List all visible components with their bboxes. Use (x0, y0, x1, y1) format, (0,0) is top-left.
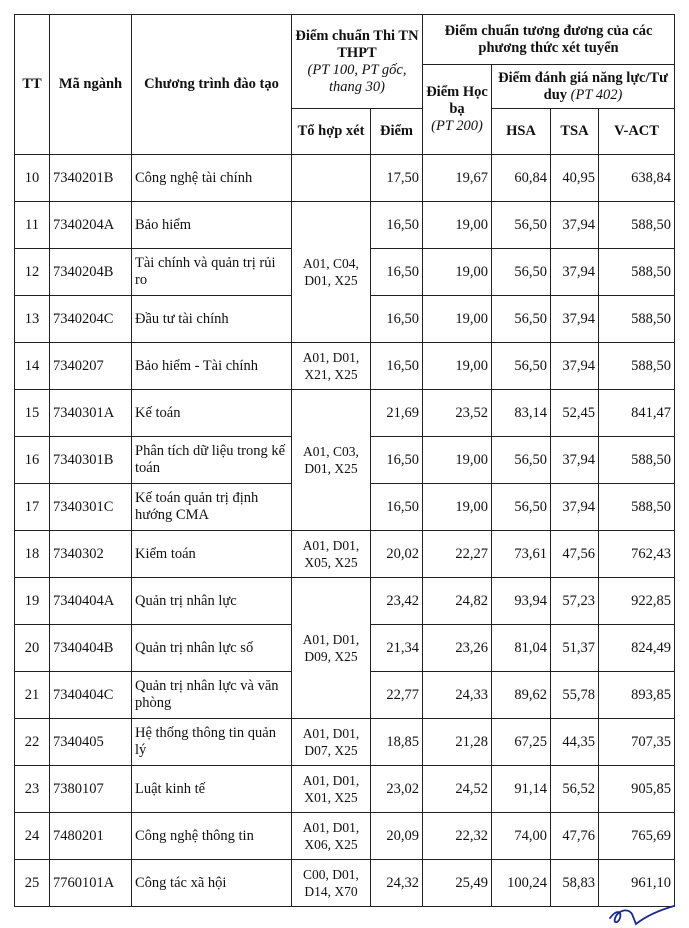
cell-tt: 18 (15, 531, 50, 578)
table-row (15, 719, 675, 766)
cell-tt: 25 (15, 860, 50, 907)
cell-code: 7480201 (50, 813, 132, 860)
cell-program: Phân tích dữ liệu trong kế toán (132, 437, 292, 484)
cell-score: 24,32 (371, 860, 423, 907)
cell-score: 23,42 (371, 578, 423, 625)
cell-score: 21,34 (371, 625, 423, 672)
cell-score: 23,02 (371, 766, 423, 813)
cell-vact: 588,50 (599, 437, 675, 484)
cell-vact: 922,85 (599, 578, 675, 625)
cell-hocba: 19,00 (423, 437, 492, 484)
cell-code: 7380107 (50, 766, 132, 813)
header-hsa: HSA (492, 109, 551, 155)
cell-tsa: 47,76 (551, 813, 599, 860)
cell-program: Tài chính và quản trị rủi ro (132, 249, 292, 296)
cell-tt: 15 (15, 390, 50, 437)
cell-program: Quản trị nhân lực số (132, 625, 292, 672)
cell-score: 20,02 (371, 531, 423, 578)
cell-combo: A01, D01, D07, X25 (292, 719, 371, 766)
cell-tt: 12 (15, 249, 50, 296)
cell-hsa: 60,84 (492, 155, 551, 202)
cell-score: 21,69 (371, 390, 423, 437)
cell-tt: 16 (15, 437, 50, 484)
cell-tsa: 57,23 (551, 578, 599, 625)
cell-combo: A01, D01, X21, X25 (292, 343, 371, 390)
cell-tt: 14 (15, 343, 50, 390)
header-ma-nganh: Mã ngành (50, 15, 132, 155)
table-row (15, 531, 675, 578)
cell-score: 16,50 (371, 249, 423, 296)
header-tsa: TSA (551, 109, 599, 155)
cell-hocba: 19,00 (423, 484, 492, 531)
cell-tsa: 37,94 (551, 296, 599, 343)
cell-score: 16,50 (371, 296, 423, 343)
cell-vact: 707,35 (599, 719, 675, 766)
header-tuong-duong: Điểm chuẩn tương đương của các phương thức xét tuyển (423, 15, 675, 65)
cell-vact: 961,10 (599, 860, 675, 907)
cell-code: 7760101A (50, 860, 132, 907)
cell-hsa: 56,50 (492, 202, 551, 249)
cell-vact: 824,49 (599, 625, 675, 672)
cell-code: 7340301A (50, 390, 132, 437)
cell-tsa: 40,95 (551, 155, 599, 202)
cell-code: 7340204A (50, 202, 132, 249)
cell-tt: 11 (15, 202, 50, 249)
table-row (15, 390, 675, 437)
cell-program: Bảo hiểm (132, 202, 292, 249)
cell-vact: 638,84 (599, 155, 675, 202)
header-diem: Điểm (371, 109, 423, 155)
cell-hsa: 74,00 (492, 813, 551, 860)
cell-hocba: 23,26 (423, 625, 492, 672)
cell-hsa: 67,25 (492, 719, 551, 766)
cell-hocba: 19,00 (423, 343, 492, 390)
header-danh-gia-note: (PT 402) (570, 86, 623, 103)
cell-score: 20,09 (371, 813, 423, 860)
cell-tsa: 44,35 (551, 719, 599, 766)
cell-hocba: 19,00 (423, 249, 492, 296)
cell-code: 7340404C (50, 672, 132, 719)
cell-hocba: 19,67 (423, 155, 492, 202)
cell-code: 7340301C (50, 484, 132, 531)
cell-tsa: 37,94 (551, 437, 599, 484)
cell-hocba: 23,52 (423, 390, 492, 437)
cell-tsa: 51,37 (551, 625, 599, 672)
header-diem-chuan-thi-label: Điểm chuẩn Thi TN THPT (295, 27, 419, 61)
table-row (15, 860, 675, 907)
cell-code: 7340204B (50, 249, 132, 296)
cell-vact: 588,50 (599, 296, 675, 343)
table-row (15, 578, 675, 625)
cell-tsa: 56,52 (551, 766, 599, 813)
cell-score: 16,50 (371, 484, 423, 531)
header-hoc-ba-label: Điểm Học bạ (426, 84, 488, 117)
cell-tsa: 52,45 (551, 390, 599, 437)
cell-code: 7340204C (50, 296, 132, 343)
cell-tsa: 37,94 (551, 249, 599, 296)
cell-tt: 20 (15, 625, 50, 672)
cell-vact: 765,69 (599, 813, 675, 860)
cell-combo: A01, D01, X06, X25 (292, 813, 371, 860)
signature-mark (606, 904, 676, 928)
cell-hsa: 56,50 (492, 249, 551, 296)
cell-program: Kế toán (132, 390, 292, 437)
cell-combo: A01, C03, D01, X25 (292, 390, 371, 531)
cell-program: Kế toán quản trị định hướng CMA (132, 484, 292, 531)
cell-hocba: 21,28 (423, 719, 492, 766)
cell-hocba: 24,82 (423, 578, 492, 625)
cell-hocba: 19,00 (423, 296, 492, 343)
cell-program: Luật kinh tế (132, 766, 292, 813)
cell-combo: A01, D01, X01, X25 (292, 766, 371, 813)
cell-hocba: 22,32 (423, 813, 492, 860)
cell-program: Hệ thống thông tin quản lý (132, 719, 292, 766)
cell-combo: C00, D01, D14, X70 (292, 860, 371, 907)
cell-tt: 23 (15, 766, 50, 813)
cell-tsa: 55,78 (551, 672, 599, 719)
cell-program: Quản trị nhân lực (132, 578, 292, 625)
cell-score: 17,50 (371, 155, 423, 202)
cell-code: 7340404A (50, 578, 132, 625)
cell-vact: 905,85 (599, 766, 675, 813)
cell-combo: A01, D01, X05, X25 (292, 531, 371, 578)
header-chuong-trinh: Chương trình đào tạo (132, 15, 292, 155)
cell-code: 7340207 (50, 343, 132, 390)
cell-tsa: 47,56 (551, 531, 599, 578)
header-vact: V-ACT (599, 109, 675, 155)
cell-tt: 17 (15, 484, 50, 531)
cell-hsa: 56,50 (492, 343, 551, 390)
cell-vact: 588,50 (599, 484, 675, 531)
header-diem-chuan-thi-note: (PT 100, PT gốc, thang 30) (307, 61, 407, 95)
cell-tt: 10 (15, 155, 50, 202)
cell-hocba: 25,49 (423, 860, 492, 907)
cell-vact: 588,50 (599, 202, 675, 249)
header-to-hop: Tổ hợp xét (292, 109, 371, 155)
cell-hsa: 91,14 (492, 766, 551, 813)
header-danh-gia (492, 65, 675, 109)
cell-hsa: 100,24 (492, 860, 551, 907)
cell-hocba: 19,00 (423, 202, 492, 249)
cell-tsa: 37,94 (551, 484, 599, 531)
cell-program: Đầu tư tài chính (132, 296, 292, 343)
cell-code: 7340302 (50, 531, 132, 578)
cell-tsa: 58,83 (551, 860, 599, 907)
cell-hsa: 93,94 (492, 578, 551, 625)
cell-combo (292, 155, 371, 202)
cell-tt: 22 (15, 719, 50, 766)
admission-score-table (14, 14, 675, 907)
cell-score: 16,50 (371, 343, 423, 390)
cell-hsa: 81,04 (492, 625, 551, 672)
table-row (15, 813, 675, 860)
cell-combo: A01, C04, D01, X25 (292, 202, 371, 343)
table-row (15, 343, 675, 390)
header-diem-chuan-thi (292, 15, 423, 109)
cell-tsa: 37,94 (551, 343, 599, 390)
table-row (15, 155, 675, 202)
cell-program: Quản trị nhân lực và văn phòng (132, 672, 292, 719)
cell-code: 7340405 (50, 719, 132, 766)
cell-program: Công tác xã hội (132, 860, 292, 907)
cell-hsa: 56,50 (492, 437, 551, 484)
cell-vact: 893,85 (599, 672, 675, 719)
cell-vact: 588,50 (599, 249, 675, 296)
cell-combo: A01, D01, D09, X25 (292, 578, 371, 719)
cell-score: 22,77 (371, 672, 423, 719)
cell-hsa: 56,50 (492, 296, 551, 343)
cell-vact: 762,43 (599, 531, 675, 578)
cell-score: 18,85 (371, 719, 423, 766)
cell-hocba: 24,52 (423, 766, 492, 813)
header-hoc-ba-note: (PT 200) (431, 118, 483, 134)
cell-score: 16,50 (371, 202, 423, 249)
header-tt: TT (15, 15, 50, 155)
table-row (15, 202, 675, 249)
cell-hsa: 83,14 (492, 390, 551, 437)
cell-tt: 21 (15, 672, 50, 719)
cell-code: 7340201B (50, 155, 132, 202)
cell-hsa: 89,62 (492, 672, 551, 719)
cell-hocba: 22,27 (423, 531, 492, 578)
cell-program: Công nghệ thông tin (132, 813, 292, 860)
cell-program: Bảo hiểm - Tài chính (132, 343, 292, 390)
cell-score: 16,50 (371, 437, 423, 484)
cell-tsa: 37,94 (551, 202, 599, 249)
header-hoc-ba (423, 65, 492, 155)
cell-vact: 841,47 (599, 390, 675, 437)
cell-hocba: 24,33 (423, 672, 492, 719)
cell-tt: 24 (15, 813, 50, 860)
cell-program: Công nghệ tài chính (132, 155, 292, 202)
cell-program: Kiểm toán (132, 531, 292, 578)
cell-hsa: 56,50 (492, 484, 551, 531)
header-danh-gia-label: Điểm đánh giá năng lực/Tư duy (498, 69, 668, 103)
cell-code: 7340404B (50, 625, 132, 672)
cell-code: 7340301B (50, 437, 132, 484)
cell-vact: 588,50 (599, 343, 675, 390)
cell-tt: 19 (15, 578, 50, 625)
cell-hsa: 73,61 (492, 531, 551, 578)
table-row (15, 766, 675, 813)
cell-tt: 13 (15, 296, 50, 343)
